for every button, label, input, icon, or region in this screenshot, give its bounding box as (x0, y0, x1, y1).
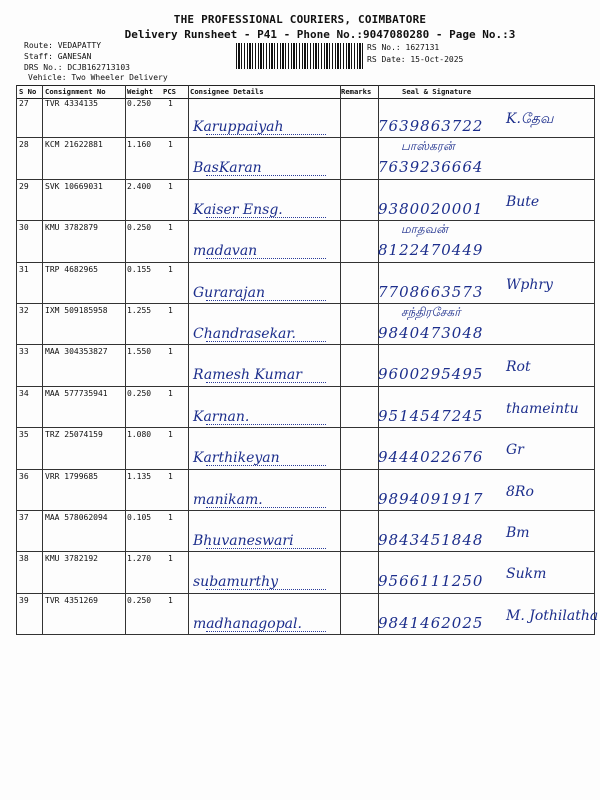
weight-value: 1.255 (127, 306, 152, 315)
consignee-name: Kaiser Ensg. (193, 201, 283, 218)
table-row (16, 138, 594, 179)
weight-value: 0.250 (127, 223, 152, 233)
handwriting-underline (206, 382, 326, 383)
handwriting-underline (206, 548, 326, 549)
weight-value: 1.160 (127, 140, 152, 150)
serial-number: 37 (19, 513, 29, 522)
consignee-name: manikam. (193, 491, 263, 508)
consignee-phone: 7639863722 (378, 117, 484, 135)
consignee-name: madhanagopal. (193, 615, 302, 632)
consignment-number: TRP 4682965 (45, 264, 98, 274)
rs-date: RS Date: 15-Oct-2025 (367, 55, 464, 64)
handwriting-underline (206, 465, 326, 466)
signature: Bute (506, 193, 540, 210)
table-row (16, 387, 594, 428)
pieces-count: 1 (168, 306, 173, 315)
consignee-phone: 9843451848 (378, 531, 484, 549)
table-row (16, 470, 594, 511)
consignment-number: SVK 10669031 (45, 181, 103, 191)
serial-number: 39 (19, 595, 29, 605)
route-label: Route: VEDAPATTY (24, 41, 102, 50)
consignee-phone: 9841462025 (378, 613, 484, 632)
consignment-number: MAA 578062094 (45, 513, 108, 522)
consignment-number: KMU 3782879 (45, 223, 98, 233)
staff-label: Staff: GANESAN (24, 52, 92, 61)
consignee-phone: 9840473048 (378, 324, 484, 342)
consignee-name: Chandrasekar. (193, 326, 296, 342)
tamil-name: பாஸ்கரன் (401, 139, 455, 154)
serial-number: 29 (19, 181, 29, 191)
table-row (16, 511, 594, 552)
col-sno: S No (19, 87, 37, 96)
serial-number: 34 (19, 388, 29, 398)
pieces-count: 1 (168, 347, 173, 357)
weight-value: 1.270 (127, 554, 152, 564)
col-seal: Seal & Signature (402, 87, 472, 96)
table-row (16, 594, 599, 635)
drs-label: DRS No.: DCJB162713103 (24, 63, 130, 72)
signature: K.தேவ (506, 111, 554, 127)
document-title: THE PROFESSIONAL COURIERS, COIMBATORE (173, 13, 427, 26)
consignment-number: KMU 3782192 (45, 554, 98, 564)
table-row (16, 263, 594, 304)
consignee-name: subamurthy (193, 574, 279, 591)
table-row (16, 304, 594, 345)
table-row (16, 345, 594, 386)
handwriting-underline (206, 589, 326, 590)
handwriting-underline (206, 424, 326, 425)
pieces-count: 1 (168, 471, 173, 481)
consignee-name: madavan (193, 243, 258, 260)
consignee-phone: 9566111250 (378, 572, 484, 591)
col-weight: Weight (127, 87, 153, 96)
pieces-count: 1 (168, 140, 173, 150)
pieces-count: 1 (168, 99, 173, 108)
consignee-name: Ramesh Kumar (193, 367, 302, 384)
tamil-name: மாதவன் (401, 222, 448, 237)
tamil-name: சந்திரசேகர் (401, 305, 461, 319)
consignment-number: MAA 577735941 (45, 388, 108, 398)
pieces-count: 1 (168, 430, 173, 440)
serial-number: 36 (19, 471, 29, 481)
handwriting-underline (206, 175, 326, 176)
signature: Gr (506, 442, 524, 459)
signature: thameintu (506, 400, 579, 417)
weight-value: 2.400 (127, 181, 152, 191)
consignment-number: VRR 1799685 (45, 471, 98, 481)
col-remarks: Remarks (341, 87, 372, 96)
weight-value: 1.550 (127, 347, 152, 357)
handwriting-underline (206, 631, 326, 632)
consignee-phone: 9444022676 (378, 448, 484, 467)
consignee-name: Bhuvaneswari (193, 533, 294, 549)
serial-number: 28 (19, 140, 29, 150)
signature: Bm (506, 525, 530, 541)
pieces-count: 1 (168, 181, 173, 191)
weight-value: 0.250 (127, 388, 152, 398)
weight-value: 1.135 (127, 471, 152, 481)
col-pcs: PCS (163, 87, 176, 96)
handwriting-underline (206, 300, 326, 301)
signature: Wphry (506, 276, 553, 293)
signature: 8Ro (506, 483, 534, 500)
serial-number: 35 (19, 430, 29, 440)
consignment-number: IXM 509185958 (45, 306, 108, 315)
consignee-name: Karnan. (193, 408, 250, 425)
serial-number: 30 (19, 223, 29, 233)
table-border-right (594, 85, 595, 635)
consignee-phone: 7708663573 (378, 282, 484, 301)
consignee-name: Karthikeyan (193, 450, 280, 467)
serial-number: 31 (19, 264, 29, 274)
pieces-count: 1 (168, 554, 173, 564)
col-consignment: Consignment No (45, 87, 106, 96)
signature: M. Jothilatha (506, 607, 599, 624)
table-row (16, 180, 594, 221)
consignment-number: TVR 4351269 (45, 595, 98, 605)
consignment-number: MAA 304353827 (45, 347, 108, 357)
consignee-phone: 9514547245 (378, 406, 484, 425)
consignment-number: KCM 21622881 (45, 140, 103, 150)
table-row (16, 552, 594, 593)
serial-number: 32 (19, 306, 29, 315)
consignee-name: BasKaran (193, 160, 262, 177)
table-row (16, 428, 594, 469)
serial-number: 27 (19, 99, 29, 108)
consignee-phone: 8122470449 (378, 241, 484, 260)
rs-number: RS No.: 1627131 (367, 43, 440, 52)
table-row (16, 221, 594, 262)
handwriting-underline (206, 134, 326, 135)
col-consignee: Consignee Details (190, 87, 264, 96)
weight-value: 0.105 (127, 513, 152, 522)
consignee-name: Gurarajan (193, 284, 265, 301)
consignment-number: TRZ 25074159 (45, 430, 103, 440)
handwriting-underline (206, 217, 326, 218)
table-row (16, 97, 594, 138)
consignee-phone: 7639236664 (378, 158, 484, 177)
weight-value: 1.080 (127, 430, 152, 440)
serial-number: 38 (19, 554, 29, 564)
consignee-name: Karuppaiyah (193, 119, 284, 135)
weight-value: 0.250 (127, 595, 152, 605)
consignment-number: TVR 4334135 (45, 99, 98, 108)
handwriting-underline (206, 341, 326, 342)
weight-value: 0.155 (127, 264, 152, 274)
pieces-count: 1 (168, 513, 173, 522)
pieces-count: 1 (168, 223, 173, 233)
document-subtitle: Delivery Runsheet - P41 - Phone No.:9047080280 - Page No.:3 (124, 28, 516, 41)
pieces-count: 1 (168, 264, 173, 274)
signature: Sukm (506, 566, 547, 583)
pieces-count: 1 (168, 388, 173, 398)
barcode-image (236, 43, 364, 69)
consignee-phone: 9600295495 (378, 365, 484, 384)
handwriting-underline (206, 258, 326, 259)
consignee-phone: 9894091917 (378, 489, 484, 508)
pieces-count: 1 (168, 595, 173, 605)
handwriting-underline (206, 507, 326, 508)
vehicle-label: Vehicle: Two Wheeler Delivery (28, 73, 168, 82)
serial-number: 33 (19, 347, 29, 357)
signature: Rot (506, 359, 531, 376)
consignee-phone: 9380020001 (378, 199, 484, 218)
weight-value: 0.250 (127, 99, 152, 108)
